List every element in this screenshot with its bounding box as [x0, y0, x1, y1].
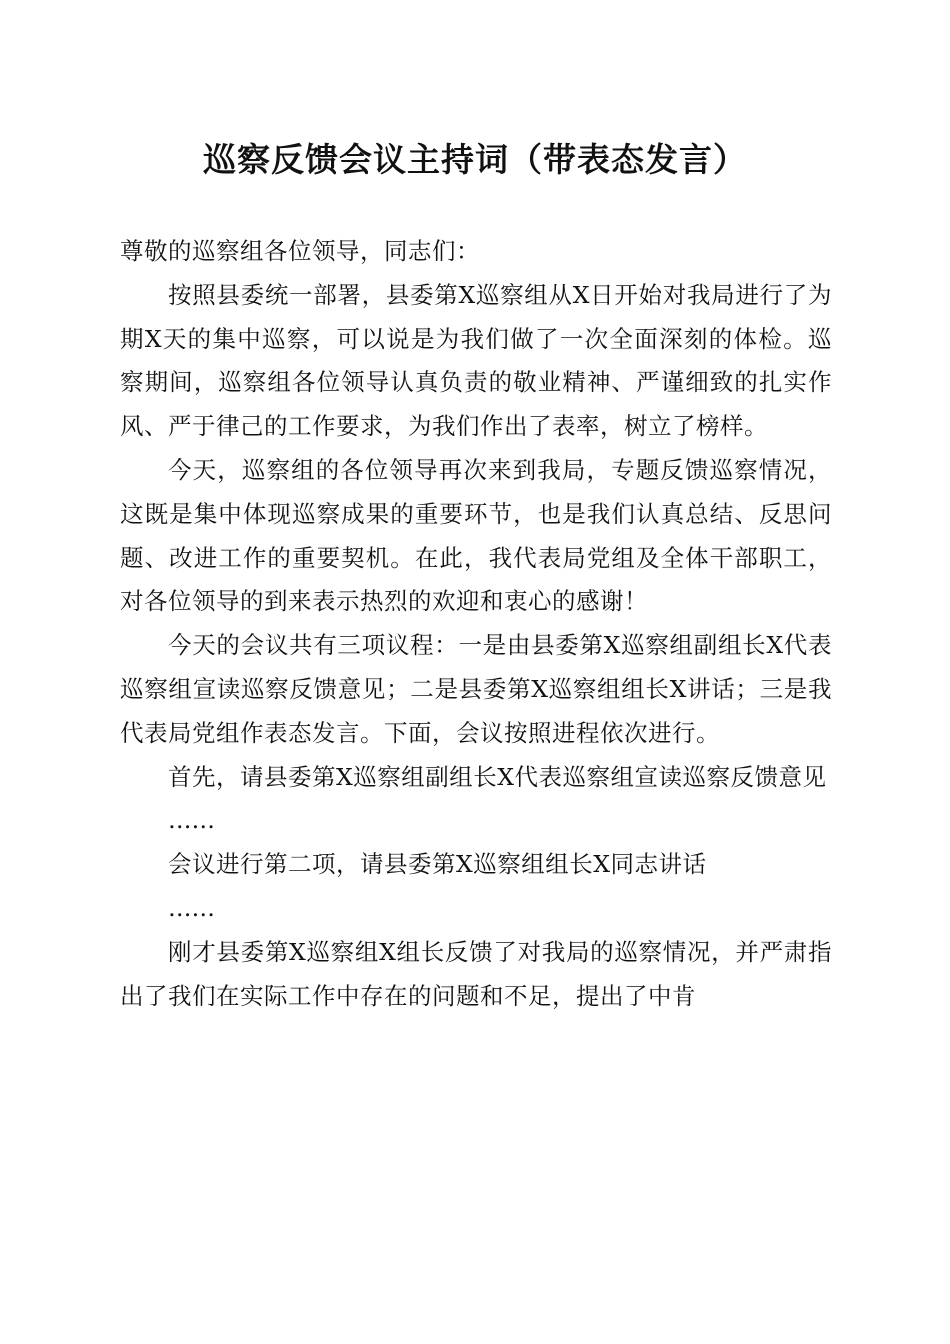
paragraph-item-two: 会议进行第二项，请县委第X巡察组组长X同志讲话 [168, 850, 707, 879]
paragraph-opening: 按照县委统一部署，县委第X巡察组从X日开始对我局进行了为期X天的集中巡察，可以说是为我们做了一次全面深刻的体检。巡察期间，巡察组各位领导认真负责的敬业精神、严谨细致的扎实作风、严于律己的工作要求，为我们作出了表率，树立了榜样。 [120, 280, 832, 441]
paragraph-agenda: 今天的会议共有三项议程：一是由县委第X巡察组副组长X代表巡察组宣读巡察反馈意见；二是县委第X巡察组组长X讲话；三是我代表局党组作表态发言。下面，会议按照进程依次进行。 [120, 631, 832, 747]
document-title: 巡察反馈会议主持词（带表态发言） [203, 140, 747, 179]
salutation: 尊敬的巡察组各位领导，同志们： [120, 237, 480, 265]
ellipsis-two: …… [168, 893, 215, 922]
paragraph-item-one: 首先，请县委第X巡察组副组长X代表巡察组宣读巡察反馈意见 [168, 762, 827, 791]
document-body [120, 230, 832, 1018]
paragraph-welcome: 今天，巡察组的各位领导再次来到我局，专题反馈巡察情况，这既是集中体现巡察成果的重要环节，也是我们认真总结、反思问题、改进工作的重要契机。在此，我代表局党组及全体干部职工，对各位领导的到来表示热烈的欢迎和衷心的感谢！ [120, 455, 832, 616]
paragraph-closing: 刚才县委第X巡察组X组长反馈了对我局的巡察情况，并严肃指出了我们在实际工作中存在的问题和不足，提出了中肯 [120, 937, 832, 1010]
ellipsis-one: …… [168, 806, 215, 835]
